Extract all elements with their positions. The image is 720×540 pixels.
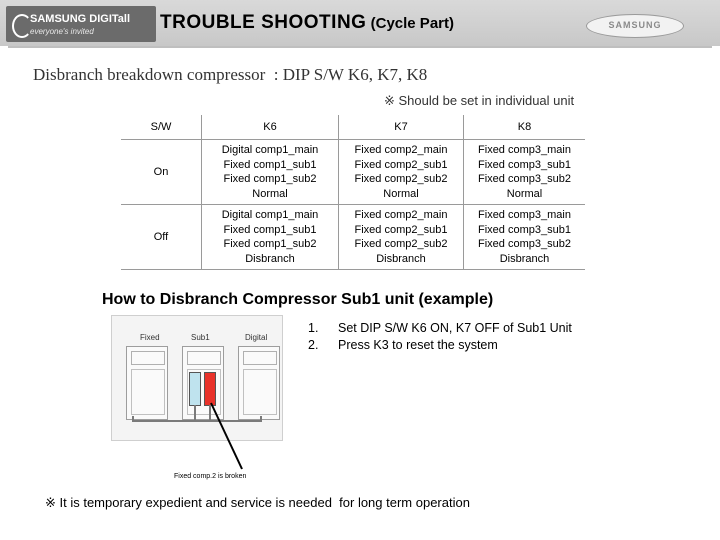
row-label-on: On bbox=[121, 140, 202, 205]
logo-left-line1: SAMSUNG DIGITall bbox=[30, 13, 131, 25]
cell-line: Fixed comp1_sub2 bbox=[223, 238, 317, 250]
diagram-label-sub1: Sub1 bbox=[191, 333, 210, 342]
table-header-row bbox=[121, 115, 585, 140]
page-title bbox=[160, 12, 454, 34]
list-item bbox=[308, 337, 572, 354]
header-bar bbox=[0, 0, 720, 46]
cell-off-k8 bbox=[464, 205, 586, 270]
cell-line: Fixed comp3_sub2 bbox=[478, 173, 571, 185]
cell-line: Digital comp1_main bbox=[221, 144, 319, 156]
cell-line: Fixed comp2_main bbox=[354, 209, 448, 221]
title-sub: (Cycle Part) bbox=[366, 15, 454, 32]
cell-line: Fixed comp1_sub2 bbox=[223, 173, 317, 185]
samsung-logo-text: SAMSUNG bbox=[608, 20, 662, 30]
cell-status: Normal bbox=[252, 187, 288, 200]
diagram-label-digital: Digital bbox=[245, 333, 268, 342]
samsung-logo bbox=[586, 14, 684, 38]
list-item bbox=[308, 320, 572, 337]
cell-line: Fixed comp2_sub1 bbox=[354, 158, 448, 171]
cell-line: Fixed comp2_main bbox=[354, 144, 448, 156]
cell-on-k7 bbox=[339, 140, 464, 205]
unit-fixed bbox=[126, 346, 168, 420]
steps-list bbox=[308, 320, 572, 354]
cell-on-k6 bbox=[202, 140, 339, 205]
pointer-line bbox=[200, 395, 260, 475]
cell-line: Fixed comp3_main bbox=[478, 144, 571, 156]
cell-on-k8 bbox=[464, 140, 586, 205]
step-text: Press K3 to reset the system bbox=[338, 338, 498, 352]
section-title: How to Disbranch Compressor Sub1 unit (example) bbox=[102, 291, 494, 308]
cell-line: Fixed comp3_main bbox=[478, 209, 571, 221]
cell-status: Disbranch bbox=[245, 252, 295, 265]
table-header-sw: S/W bbox=[121, 115, 202, 140]
broken-caption: Fixed comp.2 is broken bbox=[174, 473, 247, 480]
cell-line: Fixed comp3_sub1 bbox=[478, 158, 571, 171]
cell-status: Normal bbox=[506, 187, 543, 200]
swoosh-icon bbox=[12, 14, 32, 38]
step-number: 1. bbox=[308, 321, 319, 335]
samsung-digitall-logo bbox=[6, 6, 156, 42]
cell-off-k7 bbox=[339, 205, 464, 270]
header-divider bbox=[8, 46, 712, 48]
table-header-k6: K6 bbox=[202, 115, 339, 140]
cell-status: Disbranch bbox=[499, 252, 550, 265]
cell-status: Disbranch bbox=[376, 252, 426, 265]
cell-line: Fixed comp1_sub1 bbox=[223, 223, 317, 236]
note-individual-unit: ※ Should be set in individual unit bbox=[384, 93, 575, 108]
cell-line: Fixed comp2_sub2 bbox=[354, 173, 448, 185]
logo-left-line2: everyone's invited bbox=[30, 27, 94, 36]
footer-note: ※ It is temporary expedient and service is needed for long term operation bbox=[45, 495, 470, 510]
dip-switch-table bbox=[121, 115, 585, 270]
step-number: 2. bbox=[308, 338, 319, 352]
table-header-k8: K8 bbox=[464, 115, 586, 140]
table-row-on bbox=[121, 140, 585, 205]
cell-off-k6 bbox=[202, 205, 339, 270]
pipe-drop bbox=[260, 416, 262, 422]
table-header-k7: K7 bbox=[339, 115, 464, 140]
cell-line: Fixed comp1_sub1 bbox=[223, 158, 317, 171]
row-label-off: Off bbox=[121, 205, 202, 270]
pipe-drop bbox=[194, 405, 196, 422]
table-row-off bbox=[121, 205, 585, 270]
title-main: TROUBLE SHOOTING bbox=[160, 12, 367, 33]
cell-line: Fixed comp2_sub2 bbox=[354, 238, 448, 250]
cell-line: Fixed comp3_sub1 bbox=[478, 223, 571, 236]
cell-line: Digital comp1_main bbox=[221, 209, 319, 221]
diagram-label-fixed: Fixed bbox=[140, 333, 160, 342]
headline: Disbranch breakdown compressor : DIP S/W K6, K7, K8 bbox=[33, 65, 428, 84]
cell-status: Normal bbox=[383, 187, 419, 200]
pipe-drop bbox=[132, 416, 134, 422]
cell-line: Fixed comp3_sub2 bbox=[478, 238, 571, 250]
cell-line: Fixed comp2_sub1 bbox=[354, 223, 448, 236]
step-text: Set DIP S/W K6 ON, K7 OFF of Sub1 Unit bbox=[338, 321, 572, 335]
